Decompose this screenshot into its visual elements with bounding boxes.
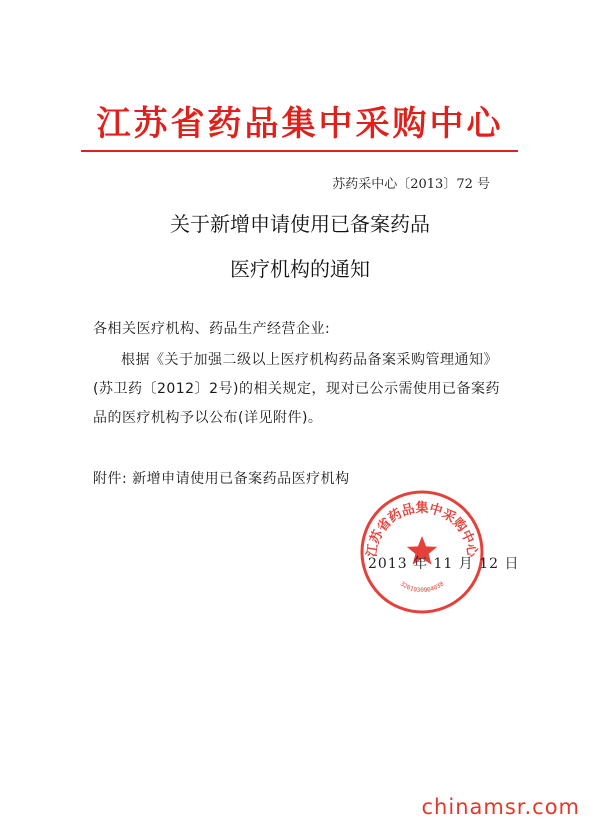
- site-watermark: chinamsr.com: [421, 795, 580, 819]
- document-date: 2013 年 11 月 12 日: [368, 556, 520, 572]
- seal-code-text: 3201030904038: [398, 580, 446, 595]
- body-paragraph: 根据《关于加强二级以上医疗机构药品备案采购管理通知》(苏卫药〔2012〕2号)的相关规定，现对已公示需使用已备案药品的医疗机构予以公布(详见附件)。: [93, 352, 500, 426]
- org-title: 江苏省药品集中采购中心: [96, 104, 504, 144]
- header-divider: [81, 150, 518, 152]
- document-number: 苏药采中心〔2013〕72 号: [332, 177, 490, 192]
- attachment-note: 附件: 新增申请使用已备案药品医疗机构: [93, 471, 350, 487]
- document-title-line-1: 关于新增申请使用已备案药品: [170, 212, 430, 236]
- salutation: 各相关医疗机构、药品生产经营企业:: [93, 321, 331, 337]
- document-title-line-2: 医疗机构的通知: [230, 257, 370, 281]
- seal-arc-text: 江苏省药品集中采购中心: [364, 501, 480, 559]
- official-seal-stamp: [358, 488, 486, 616]
